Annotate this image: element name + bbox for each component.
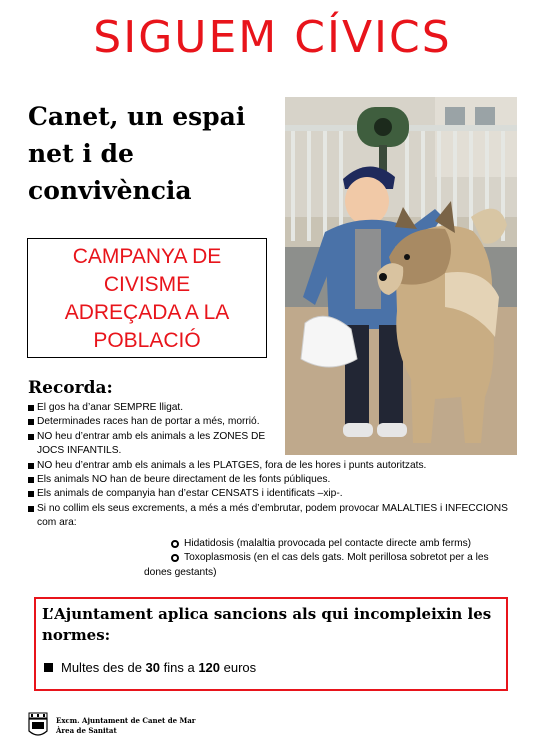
fine-prefix: Multes des de [61, 660, 146, 675]
list-item [28, 415, 267, 429]
square-bullet-icon [28, 506, 34, 512]
rule-text: El gos ha d’anar SEMPRE lligat. [37, 402, 184, 413]
square-bullet-icon [44, 663, 53, 672]
rule-text: Si no collim els seus excrements, a més a més d’embrutar, podem provocar MALALTIES i INFECCIONS com ara: [37, 502, 508, 529]
campaign-line: CIVISME [103, 273, 191, 296]
diseases-list [144, 537, 519, 580]
footer-text [56, 716, 195, 736]
list-item [28, 502, 523, 531]
list-item [28, 487, 523, 501]
rules-list [28, 401, 523, 531]
square-bullet-icon [28, 491, 34, 497]
campaign-line: POBLACIÓ [93, 329, 201, 352]
fine-line [42, 660, 500, 675]
list-item [28, 473, 523, 487]
square-bullet-icon [28, 419, 34, 425]
list-item [144, 551, 519, 580]
disease-text: Hidatidosis (malaltia provocada pel contacte directe amb ferms) [184, 538, 472, 549]
list-item [144, 537, 519, 551]
footer [28, 712, 195, 740]
poster-subtitle: Canet, un espai net i de convivència [28, 102, 246, 205]
campaign-line: CAMPANYA DE [72, 245, 222, 268]
disease-text: Toxoplasmosis (en el cas dels gats. Molt perillosa sobretot per a les dones gestants) [144, 552, 489, 578]
rule-text: Els animals de companyia han d’estar CENSATS i identificats –xip-. [37, 488, 343, 500]
list-item [28, 430, 267, 459]
sanction-text: L’Ajuntament aplica sancions als qui incompleixin les normes: [42, 605, 492, 644]
town-seal-icon [28, 712, 48, 740]
campaign-line: ADREÇADA A LA [64, 301, 230, 324]
rule-text: Determinades races han de portar a més, morrió. [37, 416, 260, 428]
square-bullet-icon [28, 405, 34, 411]
poster-title: SIGUEM CÍVICS [93, 12, 452, 63]
rule-text: Els animals NO han de beure directament de les fonts públiques. [37, 474, 331, 486]
fine-middle: fins a [160, 660, 199, 675]
square-bullet-icon [28, 463, 34, 469]
footer-line-2: Àrea de Sanitat [56, 726, 117, 735]
footer-line-1: Excm. Ajuntament de Canet de Mar [56, 716, 196, 725]
fine-max: 120 [198, 660, 221, 675]
campaign-box [27, 238, 267, 358]
square-bullet-icon [28, 434, 34, 440]
list-item [28, 459, 523, 473]
fine-suffix: euros [220, 660, 257, 675]
fine-min: 30 [145, 660, 161, 675]
list-item [28, 401, 523, 415]
ring-bullet-icon [171, 540, 179, 548]
rule-text: NO heu d’entrar amb els animals a les ZONES DE JOCS INFANTILS. [37, 430, 266, 457]
sanction-box [34, 597, 508, 691]
rule-text: NO heu d’entrar amb els animals a les PLATGES, fora de les hores i punts autoritzats. [37, 459, 427, 471]
square-bullet-icon [28, 477, 34, 483]
recorda-heading: Recorda: [28, 378, 113, 398]
